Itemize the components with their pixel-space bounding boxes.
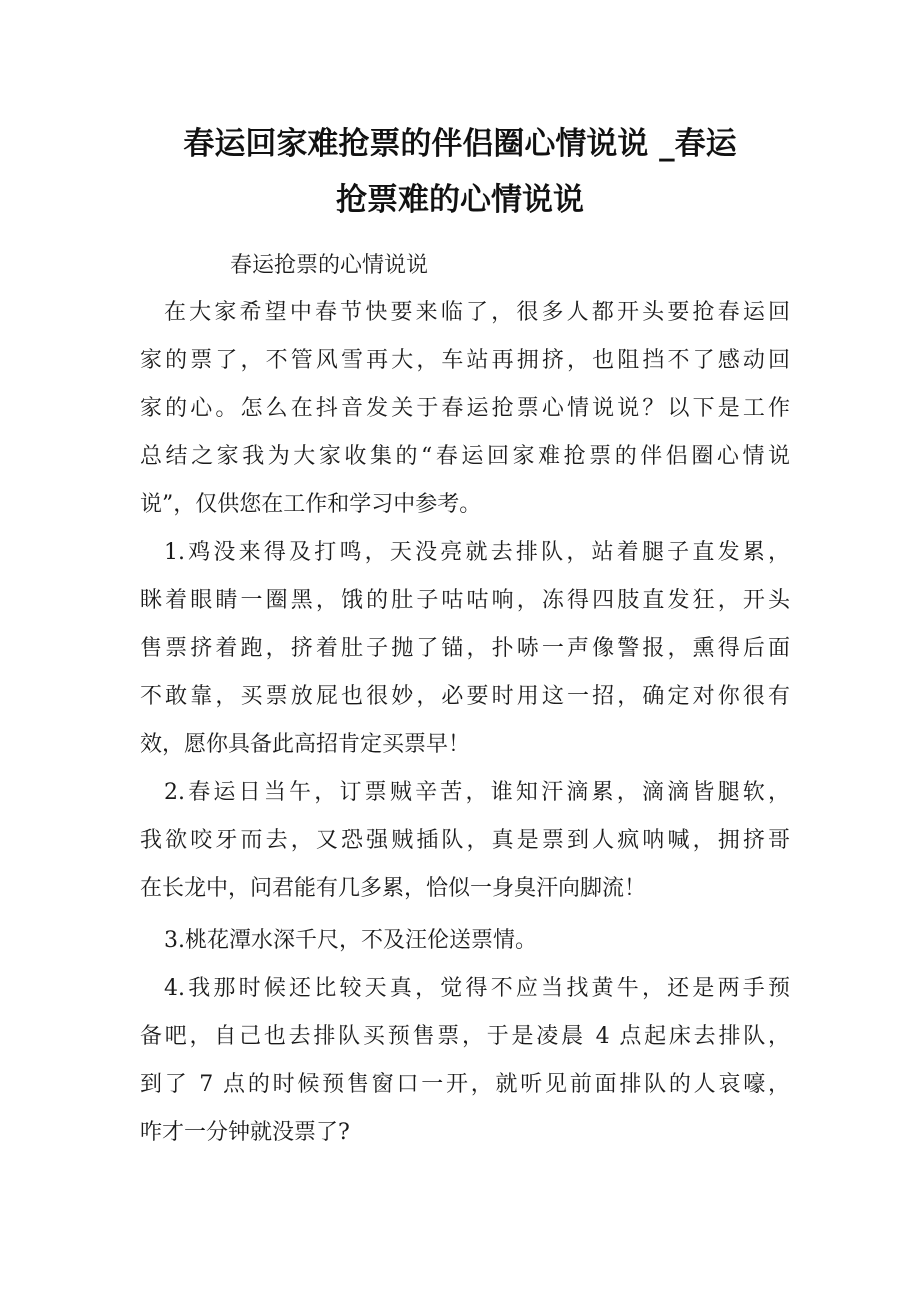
intro-line: 说”，仅供您在工作和学习中参考。	[140, 492, 482, 517]
item-4-line: 备吧，自己也去排队买预售票，于是凌晨 4 点起床去排队，	[140, 1024, 790, 1049]
item-1-line: 眯着眼睛一圈黑，饿的肚子咕咕响，冻得四肢直发狂，开头	[140, 588, 790, 613]
item-1-line: 1.鸡没来得及打鸣，天没亮就去排队，站着腿子直发累，	[164, 540, 790, 565]
intro-line: 在大家希望中春节快要来临了，很多人都开头要抢春运回	[164, 300, 790, 325]
intro-line: 家的票了，不管风雪再大，车站再拥挤，也阻挡不了感动回	[140, 348, 790, 373]
item-4-line: 到了 7 点的时候预售窗口一开，就听见前面排队的人哀嚎，	[140, 1072, 790, 1097]
document-title-line-1: 春运回家难抢票的伴侣圈心情说说 _春运	[183, 126, 737, 162]
intro-line: 总结之家我为大家收集的“春运回家难抢票的伴侣圈心情说	[140, 444, 790, 469]
item-1-line: 效，愿你具备此高招肯定买票早！	[140, 732, 471, 757]
document-subtitle: 春运抢票的心情说说	[230, 253, 429, 278]
item-2-line: 2.春运日当午，订票贼辛苦，谁知汗滴累，滴滴皆腿软，	[164, 780, 790, 805]
item-1-line: 售票挤着跑，挤着肚子抛了锚，扑哧一声像警报，熏得后面	[140, 636, 790, 661]
item-3-line: 3.桃花潭水深千尺，不及汪伦送票情。	[164, 928, 537, 953]
document-title-line-2: 抢票难的心情说说	[336, 182, 584, 218]
item-4-line: 4.我那时候还比较天真，觉得不应当找黄牛，还是两手预	[164, 976, 790, 1001]
item-2-line: 我欲咬牙而去，又恐强贼插队，真是票到人疯呐喊，拥挤哥	[140, 828, 790, 853]
item-1-line: 不敢靠，买票放屁也很妙，必要时用这一招，确定对你很有	[140, 684, 790, 709]
item-2-line: 在长龙中，问君能有几多累，恰似一身臭汗向脚流！	[140, 876, 647, 901]
intro-line: 家的心。怎么在抖音发关于春运抢票心情说说？以下是工作	[140, 396, 790, 421]
item-4-line: 咋才一分钟就没票了?	[140, 1120, 350, 1145]
